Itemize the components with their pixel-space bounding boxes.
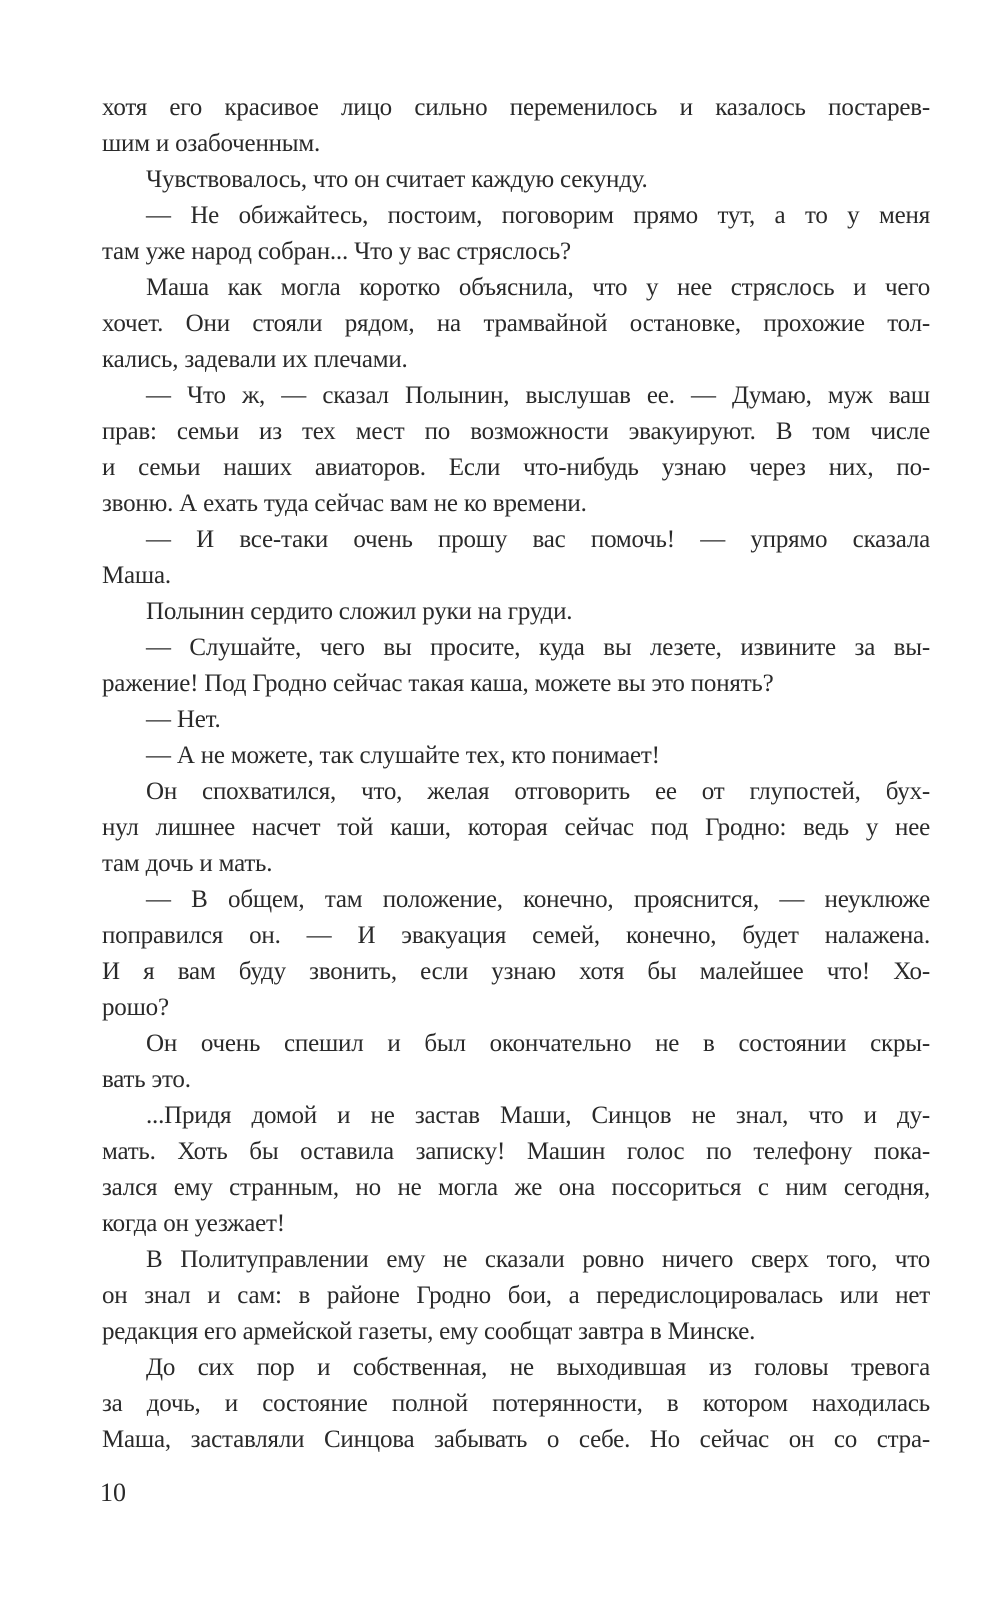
text-line: хочет. Они стояли рядом, на трамвайной остановке, прохожие тол- [102, 310, 930, 337]
text-line: Маша, заставляли Синцова забывать о себе. Но сейчас он со стра- [102, 1426, 930, 1453]
text-line: Чувствовалось, что он считает каждую секунду. [146, 166, 648, 193]
text-line: — В общем, там положение, конечно, прояснится, — неуклюже [146, 886, 930, 913]
text-line: хотя его красивое лицо сильно переменилось и казалось постарев- [102, 94, 930, 121]
text-line: Маша как могла коротко объяснила, что у нее стряслось и чего [146, 274, 930, 301]
text-line: там дочь и мать. [102, 850, 273, 877]
text-line: Он спохватился, что, желая отговорить ее от глупостей, бух- [146, 778, 930, 805]
text-line: — Не обижайтесь, постоим, поговорим прямо тут, а то у меня [146, 202, 930, 229]
text-line: нул лишнее насчет той каши, которая сейчас под Гродно: ведь у нее [102, 814, 930, 841]
text-line: Маша. [102, 562, 171, 589]
text-line: поправился он. — И эвакуация семей, конечно, будет налажена. [102, 922, 930, 949]
text-line: — Нет. [146, 706, 221, 733]
page-number: 10 [100, 1478, 126, 1507]
text-line: прав: семьи из тех мест по возможности эвакуируют. В том числе [102, 418, 930, 445]
text-line: когда он уезжает! [102, 1210, 285, 1237]
text-line: — А не можете, так слушайте тех, кто понимает! [146, 742, 660, 769]
text-line: мать. Хоть бы оставила записку! Машин голос по телефону пока- [102, 1138, 930, 1165]
book-page-text [102, 90, 930, 1458]
text-line: — И все-таки очень прошу вас помочь! — упрямо сказала [146, 526, 930, 553]
text-line: Полынин сердито сложил руки на груди. [146, 598, 573, 625]
text-line: До сих пор и собственная, не выходившая из головы тревога [146, 1354, 930, 1381]
text-line: Он очень спешил и был окончательно не в состоянии скры- [146, 1030, 930, 1057]
text-line: звоню. А ехать туда сейчас вам не ко времени. [102, 490, 587, 517]
text-line: и семьи наших авиаторов. Если что-нибудь узнаю через них, по- [102, 454, 930, 481]
text-line: редакция его армейской газеты, ему сообщат завтра в Минске. [102, 1318, 756, 1345]
text-line: за дочь, и состояние полной потерянности, в котором находилась [102, 1390, 930, 1417]
text-line: ...Придя домой и не застав Маши, Синцов не знал, что и ду- [146, 1102, 930, 1129]
text-line: И я вам буду звонить, если узнаю хотя бы малейшее что! Хо- [102, 958, 930, 985]
text-line: он знал и сам: в районе Гродно бои, а передислоцировалась или нет [102, 1282, 930, 1309]
text-line: — Что ж, — сказал Полынин, выслушав ее. — Думаю, муж ваш [146, 382, 930, 409]
text-line: кались, задевали их плечами. [102, 346, 408, 373]
text-line: вать это. [102, 1066, 191, 1093]
text-line: шим и озабоченным. [102, 130, 321, 157]
text-line: зался ему странным, но не могла же она поссориться с ним сегодня, [102, 1174, 930, 1201]
text-line: В Политуправлении ему не сказали ровно ничего сверх того, что [146, 1246, 930, 1273]
text-line: рошо? [102, 994, 169, 1021]
text-line: там уже народ собран... Что у вас стряслось? [102, 238, 571, 265]
text-line: — Слушайте, чего вы просите, куда вы лезете, извините за вы- [146, 634, 930, 661]
text-line: ражение! Под Гродно сейчас такая каша, можете вы это понять? [102, 670, 774, 697]
